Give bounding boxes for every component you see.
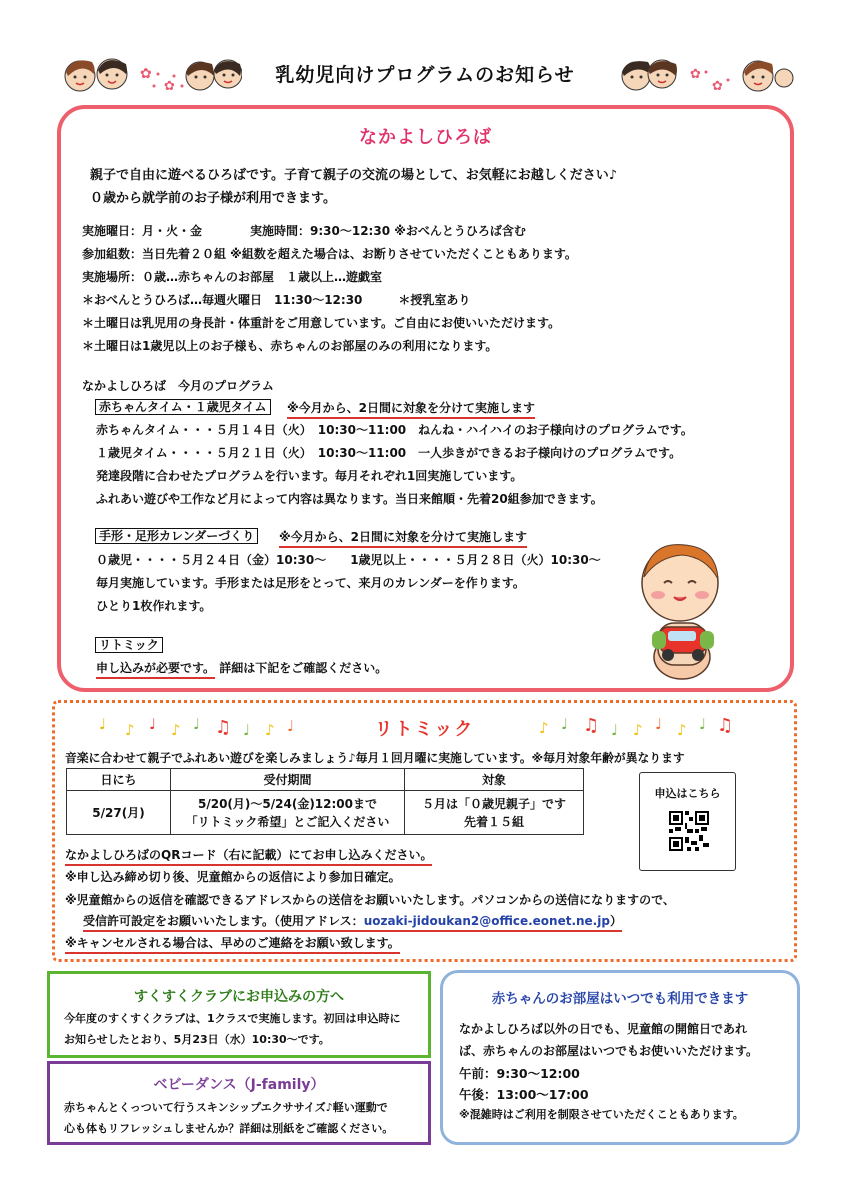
baby-time-line-3: 発達段階に合わせたプログラムを行います。毎月それぞれ1回実施しています。 [96,469,523,483]
period-line-2: 「リトミック希望」とご記入ください [185,814,390,829]
svg-text:✿: ✿ [164,79,175,94]
baby-time-line-1: 赤ちゃんタイム・・・５月１４日（火） 10:30～11:00 ねんね・ハイハイのお子様向けのプログラムです。 [96,423,693,437]
rhythmic-label-box: リトミック [95,637,163,653]
music-note-icon: ♩ [243,721,251,739]
rhythmic-section [52,700,797,962]
baby-dance-box [47,1061,431,1145]
intro-line-2: ０歳から就学前のお子様が利用できます。 [90,191,336,206]
table-header-row [67,769,584,791]
qr-label: 申込はこちら [654,787,721,800]
music-note-icon: ♫ [717,715,734,736]
rhythmic-see-below: 詳細は下記をご確認ください。 [219,661,388,675]
svg-text:✿: ✿ [712,79,723,94]
music-note-icon: ♩ [699,715,707,733]
svg-text:✿: ✿ [140,66,152,82]
apply-instruction [65,849,432,861]
music-note-icon: ♪ [539,719,549,737]
calendar-line-2: 毎月実施しています。手形または足形をとって、来月のカレンダーを作ります。 [96,576,525,590]
music-note-icon: ♪ [677,721,687,739]
email-address-link[interactable]: uozaki-jidoukan2@office.eonet.ne.jp [363,914,610,928]
apply-instruction-text: なかよしひろばのQRコード（右に記載）にてお申し込みください。 [65,848,432,866]
music-note-icon: ♪ [171,721,181,739]
baby-room-line-2: ば、赤ちゃんのお部屋はいつでもお使いいただけます。 [459,1044,759,1058]
baby-room-title: 赤ちゃんのお部屋はいつでも利用できます [491,991,749,1007]
music-note-icon: ♪ [633,721,643,739]
note-3-prefix: 受信許可設定をお願いいたします。（使用アドレス： [83,914,364,928]
rhythmic-title: リトミック [374,719,475,740]
baby-room-am: 午前：9:30～12:00 [459,1066,580,1081]
calendar-line-1: ０歳児・・・・５月２４日（金）10:30～ 1歳児以上・・・・５月２８日（火）10:30～ [96,553,601,567]
page-title: 乳幼児向けプログラムのお知らせ [275,64,575,86]
rhythmic-schedule-table [66,768,584,835]
sukusuku-title: すくすくクラブにお申込みの方へ [134,989,344,1005]
note-2: ※児童館からの返信を確認できるアドレスからの送信をお願いいたします。パソコンからの送信になりますので、 [65,893,675,907]
baby-with-toy-car-illustration [632,535,732,685]
nakayoshi-heading: なかよしひろば [359,127,492,148]
svg-text:✿: ✿ [690,67,701,82]
baby-room-note: ※混雑時はご利用を制限させていただくこともあります。 [459,1108,744,1121]
baby-room-line-1: なかよしひろば以外の日でも、児童館の開館日であれ [459,1022,748,1036]
sukusuku-line-1: 今年度のすくすくクラブは、1クラスで実施します。初回は申込時に [64,1012,401,1025]
info-groups: 参加組数：当日先着２０組 ※組数を超えた場合は、お断りさせていただくこともあります。 [82,247,577,261]
table-header: 受付期間 [171,769,405,791]
calendar-label-box: 手形・足形カレンダーづくり [95,528,258,544]
baby-time-label [95,399,271,415]
note-4-text: ※キャンセルされる場合は、早めのご連絡をお願い致します。 [65,936,400,954]
note-3-text [83,914,622,932]
music-note-icon: ♫ [583,715,600,736]
calendar-note-text: ※今月から、2日間に対象を分けて実施します [279,530,527,548]
table-row [67,791,584,835]
baby-time-note-text: ※今月から、2日間に対象を分けて実施します [287,401,535,419]
table-header: 対象 [405,769,584,791]
baby-dance-title: ベビーダンス（J-family） [153,1077,325,1093]
calendar-line-3: ひとり1枚作れます。 [96,599,212,613]
intro-line-1: 親子で自由に遊べるひろばです。子育て親子の交流の場として、お気軽にお越しください♪ [90,168,617,183]
music-note-icon: ♩ [611,721,619,739]
music-note-icon: ♩ [193,715,201,733]
music-note-icon: ♫ [215,717,232,738]
sukusuku-club-box [47,971,431,1058]
qr-code-box [639,772,736,871]
calendar-note [279,531,527,543]
info-saturday-scale: ＊土曜日は乳児用の身長計・体重計をご用意しています。ご自由にお使いいただけます。 [82,316,561,330]
qr-code-icon[interactable] [669,811,709,851]
music-note-icon: ♪ [265,721,275,739]
baby-dance-line-2: 心も体もリフレッシュしませんか？詳細は別紙をご確認ください。 [64,1122,394,1135]
note-1: ※申し込み締め切り後、児童館からの返信により参加日確定。 [65,870,401,884]
baby-time-label-box: 赤ちゃんタイム・１歳児タイム [95,399,271,415]
info-saturday-room: ＊土曜日は1歳児以上のお子様も、赤ちゃんのお部屋のみの利用になります。 [82,339,498,353]
music-note-icon: ♪ [125,721,135,739]
children-illustration-right [618,52,794,98]
rhythmic-label [95,637,163,653]
note-3-suffix: ） [609,914,622,928]
baby-room-box [440,970,800,1145]
rhythmic-intro: 音楽に合わせて親子でふれあい遊びを楽しみましょう♪毎月１回月曜に実施しています。※毎月対象年齢が異なります [65,751,685,765]
sukusuku-line-2: お知らせしたとおり、5月23日（水）10:30～です。 [64,1033,330,1046]
baby-time-note [287,402,535,414]
target-line-1: ５月は「０歳児親子」です [421,796,566,811]
baby-room-pm: 午後：13:00～17:00 [459,1087,589,1102]
rhythmic-required: 申し込みが必要です。 [96,661,215,679]
note-4 [65,937,400,949]
note-3 [83,915,622,927]
table-cell-period [171,791,405,835]
target-line-2: 先着１５組 [463,814,524,829]
baby-dance-line-1: 赤ちゃんとくっついて行うスキンシップエクササイズ♪軽い運動で [64,1101,388,1114]
music-note-icon: ♩ [149,715,157,733]
info-days: 実施曜日：月・火・金 実施時間：9:30～12:30 ※おべんとうひろば含む [82,224,526,238]
baby-time-line-4: ふれあい遊びや工作など月によって内容は異なります。当日来館順・先着20組参加できます。 [96,492,603,506]
music-note-icon: ♩ [99,715,107,733]
music-note-icon: ♩ [655,715,663,733]
program-heading: なかよしひろば 今月のプログラム [82,379,274,393]
calendar-label [95,528,258,544]
info-bento: ＊おべんとうひろば…毎週火曜日 11:30～12:30 ＊授乳室あり [82,293,471,307]
baby-time-line-2: １歳児タイム・・・・５月２１日（火） 10:30～11:00 一人歩きができるお子様向けのプログラムです。 [96,446,682,460]
rhythmic-line [96,662,387,674]
music-note-icon: ♩ [561,715,569,733]
period-line-1: 5/20(月)～5/24(金)12:00まで [198,796,377,811]
table-cell-target [405,791,584,835]
table-cell-date: 5/27(月) [67,791,171,835]
music-note-icon: ♩ [287,717,295,735]
page-header [58,48,792,102]
table-header: 日にち [67,769,171,791]
info-place: 実施場所：０歳…赤ちゃんのお部屋 １歳以上…遊戯室 [82,270,383,284]
